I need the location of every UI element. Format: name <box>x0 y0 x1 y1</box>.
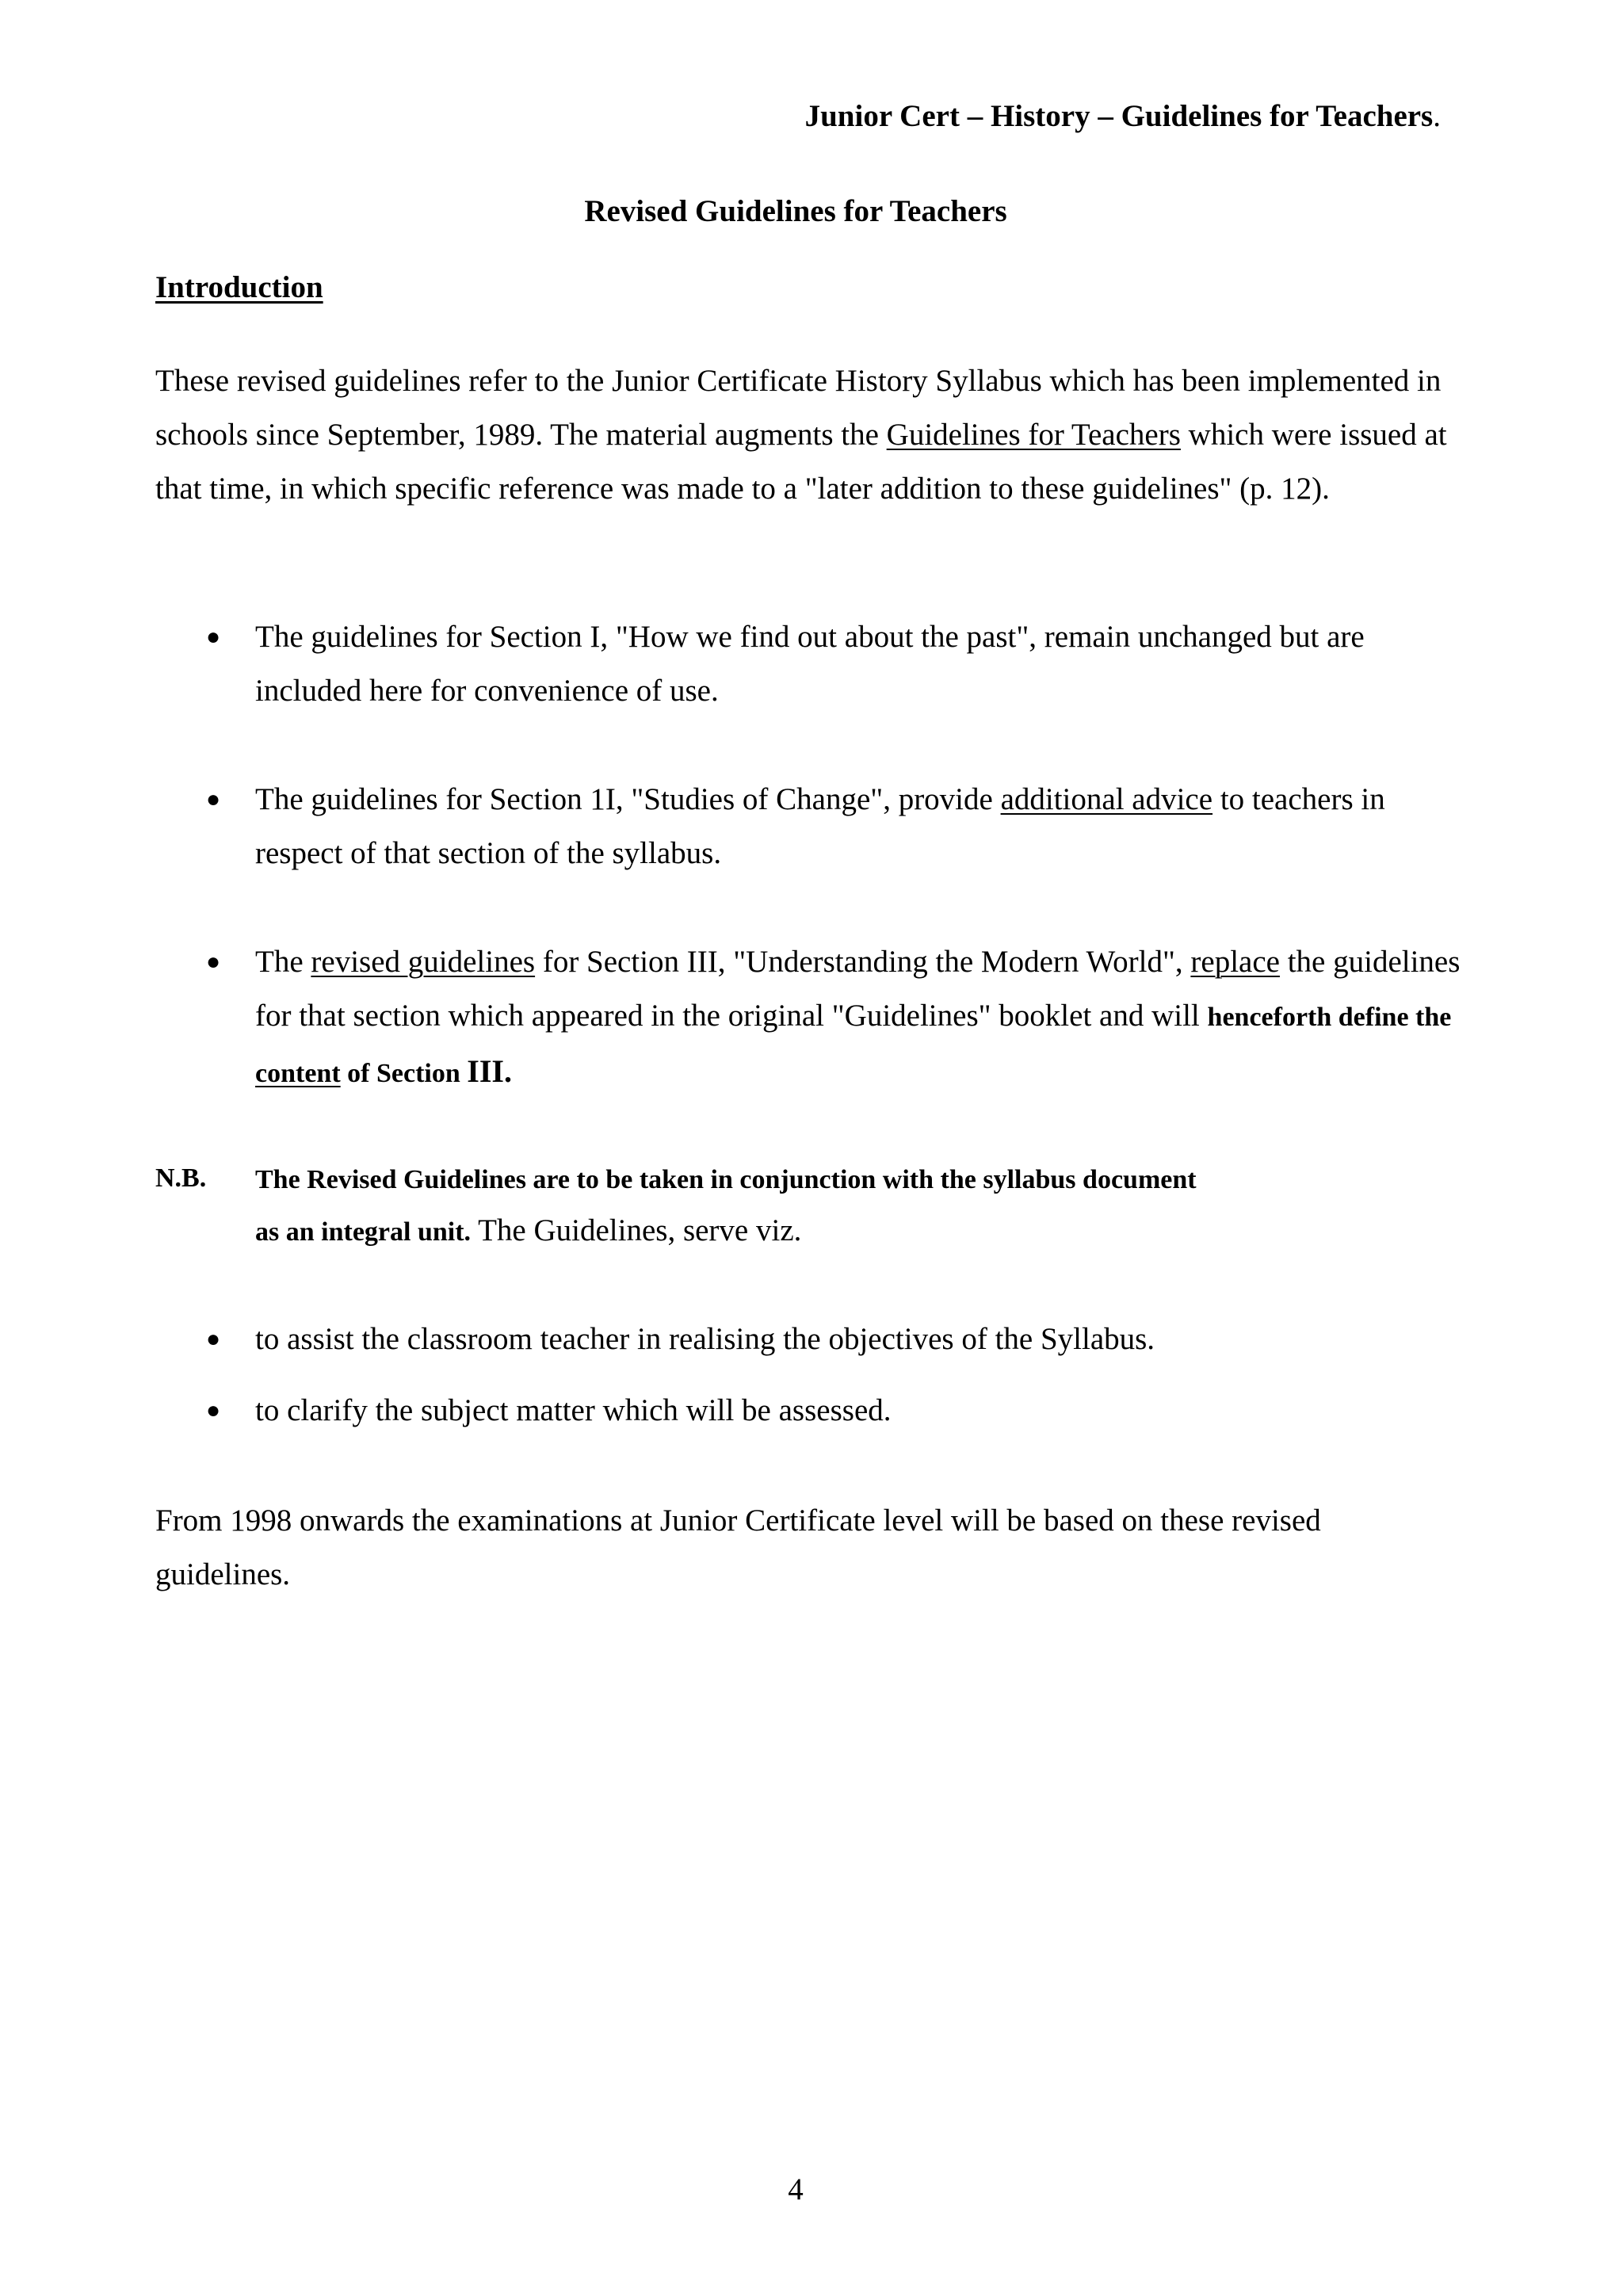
intro-paragraph <box>155 354 1455 516</box>
nota-bene-text <box>255 1153 1471 1258</box>
bullet-icon: ● <box>206 949 221 975</box>
nota-bene-rest: The Guidelines, serve viz. <box>471 1213 802 1247</box>
nota-bene-block <box>155 1153 1471 1258</box>
page-number: 4 <box>788 2172 804 2206</box>
nota-bene-label: N.B. <box>155 1163 207 1193</box>
nota-bene-bold-line1: The Revised Guidelines are to be taken in conjunction with the syllabus document <box>255 1165 1197 1194</box>
guidelines-for-teachers-reference: Guidelines for Teachers <box>886 418 1181 452</box>
running-header-title: Junior Cert – History – Guidelines for Teachers <box>804 99 1434 133</box>
section-bullet-list-3 <box>155 935 1471 1101</box>
document-title: Revised Guidelines for Teachers <box>584 194 1007 228</box>
bullet-text-section-3-bold2: of Section <box>340 1059 468 1088</box>
bullet-text-section-3-part3: the guidelines for that section which appeared in the original "Guidelines" booklet and will <box>255 945 1461 1033</box>
bullet-text-section-3-part2: for Section III, "Understanding the Modern World", <box>535 945 1191 979</box>
bullet-icon: ● <box>206 1397 221 1423</box>
section-heading-introduction: Introduction <box>155 270 323 304</box>
running-header <box>805 98 1441 134</box>
list-item <box>155 1312 1471 1366</box>
content-bold-underlined: content <box>255 1059 341 1088</box>
purpose-bullet-list <box>155 1312 1471 1455</box>
bullet-text-section-2-part1: The guidelines for Section 1I, "Studies of Change", provide <box>255 782 1001 816</box>
bullet-icon: ● <box>206 786 221 812</box>
nota-bene-bold-line2: as an integral unit. <box>255 1217 472 1247</box>
bullet-icon: ● <box>206 624 221 650</box>
running-header-period: . <box>1433 99 1441 133</box>
purpose-text-2: to clarify the subject matter which will be assessed. <box>255 1393 892 1427</box>
section-bullet-list-2 <box>155 773 1471 881</box>
bullet-text-section-3-bold1: henceforth define the <box>1207 1003 1452 1032</box>
list-item <box>155 610 1471 718</box>
list-item <box>155 935 1471 1101</box>
closing-paragraph: From 1998 onwards the examinations at Junior Certificate level will be based on these revised guidelines. <box>155 1503 1321 1591</box>
revised-guidelines-underlined: revised guidelines <box>311 945 536 979</box>
bullet-text-section-3-part1: The <box>255 945 311 979</box>
bullet-text-section-1: The guidelines for Section I, "How we find out about the past", remain unchanged but are included here for convenience of use. <box>255 620 1365 708</box>
section-bullet-list-1 <box>155 610 1471 718</box>
list-item <box>155 1384 1471 1438</box>
intro-text-part1: These revised guidelines refer to the Junior Certificate History Syllabus which has been implemented in schools since September, 1989. The material augments the <box>155 364 1442 452</box>
list-item <box>155 773 1471 881</box>
purpose-text-1: to assist the classroom teacher in realising the objectives of the Syllabus. <box>255 1322 1155 1356</box>
section-iii-bold: III. <box>467 1053 512 1089</box>
additional-advice-underlined: additional advice <box>1000 782 1213 816</box>
bullet-icon: ● <box>206 1326 221 1352</box>
intro-text-part2: which were issued at that time, in which specific reference was made to a "later addition to these guidelines" (p. 12). <box>155 418 1447 506</box>
bullet-text-section-2-part2: to teachers in respect of that section of the syllabus. <box>255 782 1385 870</box>
replace-underlined: replace <box>1190 945 1280 979</box>
